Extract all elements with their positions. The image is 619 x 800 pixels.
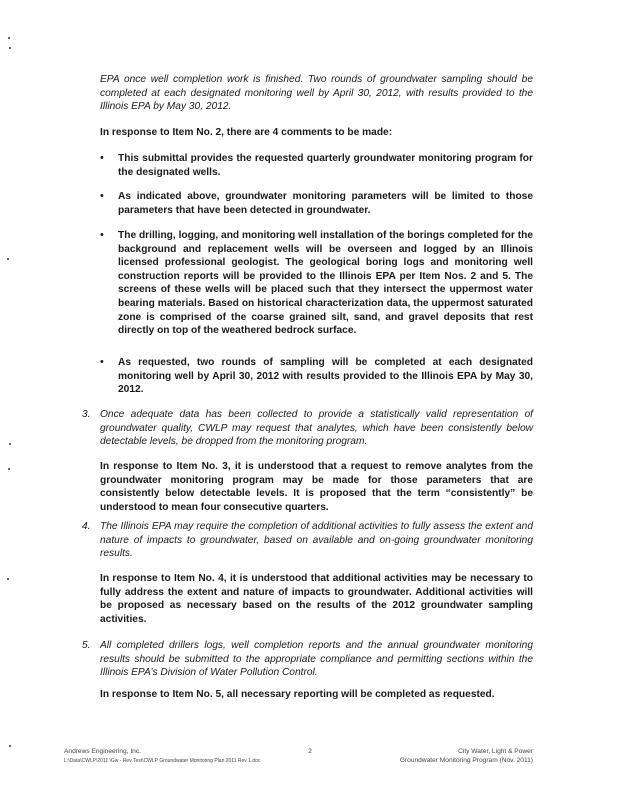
scan-speck	[9, 47, 11, 49]
item-3-request: Once adequate data has been collected to provide a statistically valid representation of groundwater quality, CWLP may request that analytes, which have been consistently below detectable levels, be dropped from the monitoring program.	[100, 409, 533, 448]
footer-doc-title: Groundwater Monitoring Program (Nov. 2011)	[399, 757, 533, 764]
page-number: 2	[308, 748, 312, 755]
item-number: 4.	[82, 521, 91, 532]
scan-speck	[9, 745, 11, 747]
item-number: 3.	[82, 409, 91, 420]
bullet-item-3: The drilling, logging, and monitoring well installation of the borings completed for the background and replacement wells will be overseen and logged by an Illinois licensed professional geologist. The geological boring logs and monitoring well construction reports will be provided to the Illinois EPA per Item Nos. 2 and 5. The screens of these wells will be placed such that they intersect the uppermost water bearing materials. Based on historical characterization data, the uppermost saturated zone is comprised of the coarse grained silt, sand, and gravel deposits that rest directly on top of the weathered bedrock surface.	[118, 230, 533, 337]
bullet-item-1: This submittal provides the requested quarterly groundwater monitoring program for the designated wells.	[118, 153, 533, 178]
bullet-dot: •	[100, 229, 104, 241]
scan-speck	[7, 258, 9, 260]
scan-speck	[7, 578, 9, 580]
item-4-request: The Illinois EPA may require the completion of additional activities to fully assess the extent and nature of impacts to groundwater, based on available and on-going groundwater monitoring results.	[100, 521, 533, 560]
response-item-2-intro: In response to Item No. 2, there are 4 comments to be made:	[100, 127, 393, 138]
item-4-response: In response to Item No. 4, it is understood that additional activities may be necessary to fully address the extent and nature of impacts to groundwater. Additional activities will be proposed as necessary based on the results of the 2012 groundwater sampling activities.	[100, 573, 533, 625]
item-5-response: In response to Item No. 5, all necessary reporting will be completed as requested.	[100, 689, 495, 700]
item-5-request: All completed drillers logs, well completion reports and the annual groundwater monitoring results should be submitted to the appropriate compliance and permitting sections within the Illinois EPA’s Division of Water Pollution Control.	[100, 640, 533, 679]
bullet-item-2: As indicated above, groundwater monitoring parameters will be limited to those parameters that have been detected in groundwater.	[118, 191, 533, 216]
item-3-response: In response to Item No. 3, it is understood that a request to remove analytes from the groundwater monitoring program may be made for those parameters that are consistently below detectable levels. It is proposed that the term “consistently” be understood to mean four consecutive quarters.	[100, 461, 533, 513]
item-number: 5.	[82, 640, 91, 651]
bullet-dot: •	[100, 152, 104, 164]
scan-speck	[8, 468, 10, 470]
bullet-dot: •	[100, 190, 104, 202]
scan-speck	[8, 37, 10, 39]
footer-company: Andrews Engineering, Inc.	[64, 748, 141, 755]
bullet-dot: •	[100, 356, 104, 368]
intro-paragraph: EPA once well completion work is finished. Two rounds of groundwater sampling should be completed at each designated monitoring well by April 30, 2012, with results provided to the Illinois EPA by May 30, 2012.	[100, 74, 533, 113]
bullet-item-4: As requested, two rounds of sampling will be completed at each designated monitoring well by April 30, 2012 with results provided to the Illinois EPA by May 30, 2012.	[118, 357, 533, 396]
scan-speck	[9, 443, 11, 445]
footer-file-path: L:\Data\CWLP\2011 \Gw - Rev Test\CWLP Groundwater Monitoring Plan 2011 Rev 1.doc	[64, 758, 261, 764]
footer-client: City Water, Light & Power	[458, 748, 533, 755]
